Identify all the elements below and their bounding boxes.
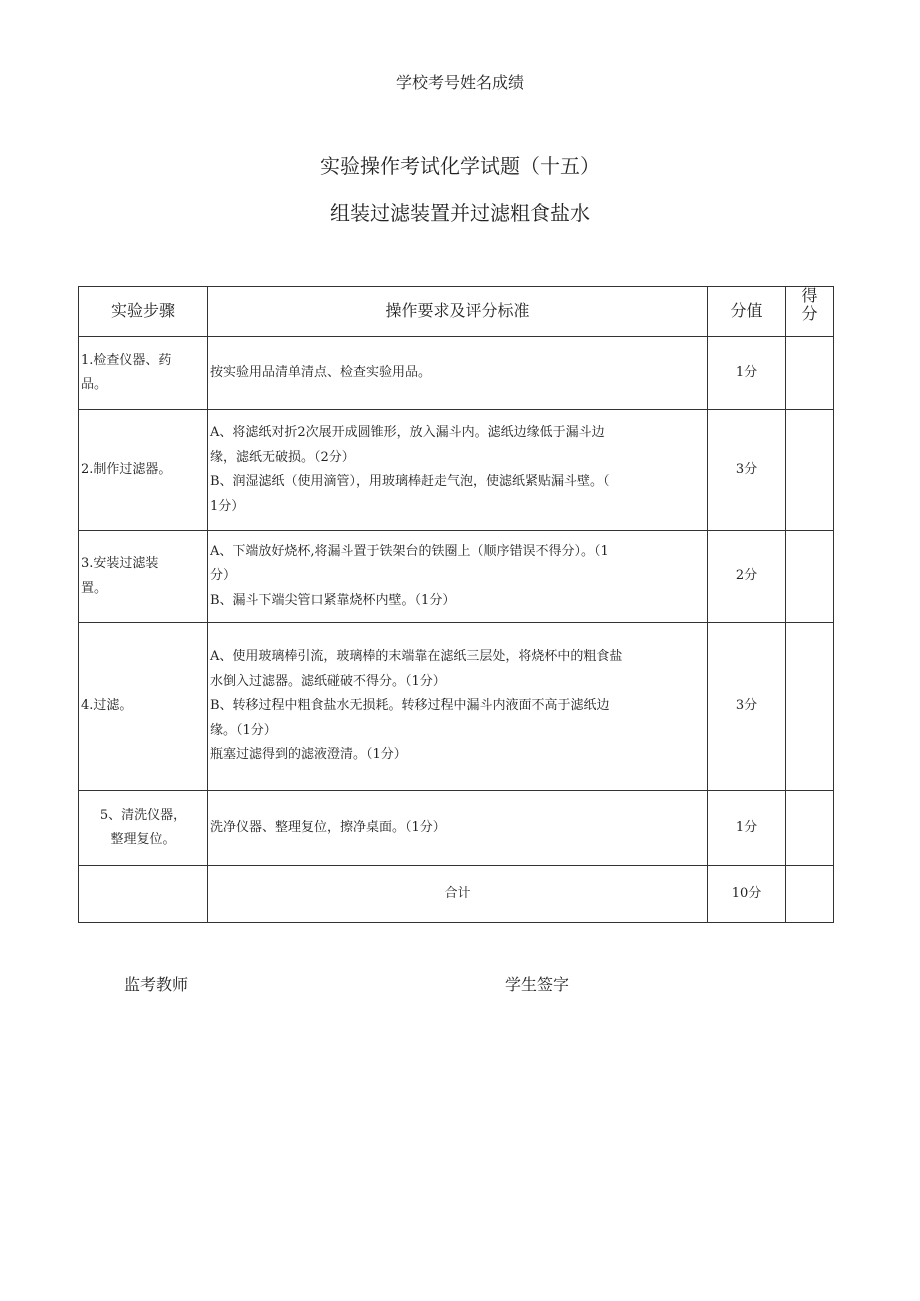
table-row: [79, 791, 834, 866]
table-row: [79, 866, 834, 923]
step-cell: [79, 531, 208, 623]
points-cell: 2分: [708, 531, 786, 623]
table-row: [79, 410, 834, 531]
criteria-cell-line: 缘，滤纸无破损。（2分）: [210, 449, 355, 465]
column-header-criteria: 操作要求及评分标准: [208, 287, 708, 337]
criteria-cell-line: 瓶塞过滤得到的滤液澄清。（1分）: [210, 747, 407, 763]
step-cell-line: 4.过滤。: [81, 698, 133, 714]
table-header-row: [79, 287, 834, 337]
table-row: [79, 623, 834, 791]
score-input-cell[interactable]: [786, 337, 834, 410]
table-row: [79, 531, 834, 623]
criteria-cell-line: 1分）: [210, 498, 245, 514]
criteria-cell-line: B、漏斗下端尖管口紧靠烧杯内壁。（1分）: [210, 592, 456, 608]
criteria-cell: [208, 791, 708, 866]
score-input-cell[interactable]: [786, 410, 834, 531]
score-input-cell[interactable]: [786, 531, 834, 623]
points-cell: 10分: [708, 866, 786, 923]
step-cell: [79, 623, 208, 791]
criteria-cell-line: A、下端放好烧杯,将漏斗置于铁架台的铁圈上（顺序错误不得分）。（1: [210, 543, 609, 559]
school-info-line: 学校考号姓名成绩: [395, 73, 524, 92]
column-header-points: 分值: [708, 287, 786, 337]
step-cell-line: 1.检查仪器、药: [81, 352, 172, 368]
column-header-score: 得分: [786, 287, 834, 337]
criteria-cell: [208, 410, 708, 531]
points-cell: 1分: [708, 791, 786, 866]
scoring-table: [78, 286, 834, 923]
criteria-cell-line: 合计: [444, 885, 471, 901]
score-input-cell[interactable]: [786, 791, 834, 866]
points-cell: 3分: [708, 623, 786, 791]
points-cell: 1分: [708, 337, 786, 410]
criteria-cell-line: 分）: [210, 568, 237, 584]
criteria-cell-line: 按实验用品清单清点、检查实验用品。: [210, 364, 432, 380]
student-signature-label: 学生签字: [505, 975, 570, 994]
step-cell: [79, 791, 208, 866]
criteria-cell-line: 缘。（1分）: [210, 722, 277, 738]
step-cell: [79, 337, 208, 410]
column-header-step: 实验步骤: [79, 287, 208, 337]
step-cell: [79, 410, 208, 531]
criteria-cell-line: 水倒入过滤器。滤纸碰破不得分。（1分）: [210, 673, 446, 689]
criteria-cell-line: B、转移过程中粗食盐水无损耗。转移过程中漏斗内液面不高于滤纸边: [210, 698, 610, 714]
score-input-cell[interactable]: [786, 866, 834, 923]
criteria-cell-line: A、将滤纸对折2次展开成圆锥形，放入漏斗内。滤纸边缘低于漏斗边: [210, 425, 605, 440]
page-subtitle: 组装过滤装置并过滤粗食盐水: [330, 201, 590, 225]
step-cell-line: 2.制作过滤器。: [81, 461, 172, 477]
step-cell-line: 品。: [81, 377, 108, 392]
points-cell: 3分: [708, 410, 786, 531]
criteria-cell-line: A、使用玻璃棒引流，玻璃棒的末端靠在滤纸三层处，将烧杯中的粗食盐: [210, 649, 623, 665]
page-title: 实验操作考试化学试题（十五）: [320, 154, 600, 178]
score-input-cell[interactable]: [786, 623, 834, 791]
criteria-cell-line: B、润湿滤纸（使用滴管），用玻璃棒赶走气泡，使滤纸紧贴漏斗壁。（: [210, 474, 610, 489]
criteria-cell: [208, 337, 708, 410]
criteria-cell-line: 洗净仪器、整理复位，擦净桌面。（1分）: [210, 819, 446, 835]
criteria-cell: [208, 866, 708, 923]
step-cell: [79, 866, 208, 923]
table-row: [79, 337, 834, 410]
step-cell-line: 5、清洗仪器，: [99, 807, 187, 823]
step-cell-line: 整理复位。: [110, 832, 176, 847]
step-cell-line: 置。: [81, 580, 108, 596]
criteria-cell: [208, 531, 708, 623]
criteria-cell: [208, 623, 708, 791]
proctor-signature-label: 监考教师: [124, 975, 189, 994]
step-cell-line: 3.安装过滤装: [81, 556, 159, 571]
